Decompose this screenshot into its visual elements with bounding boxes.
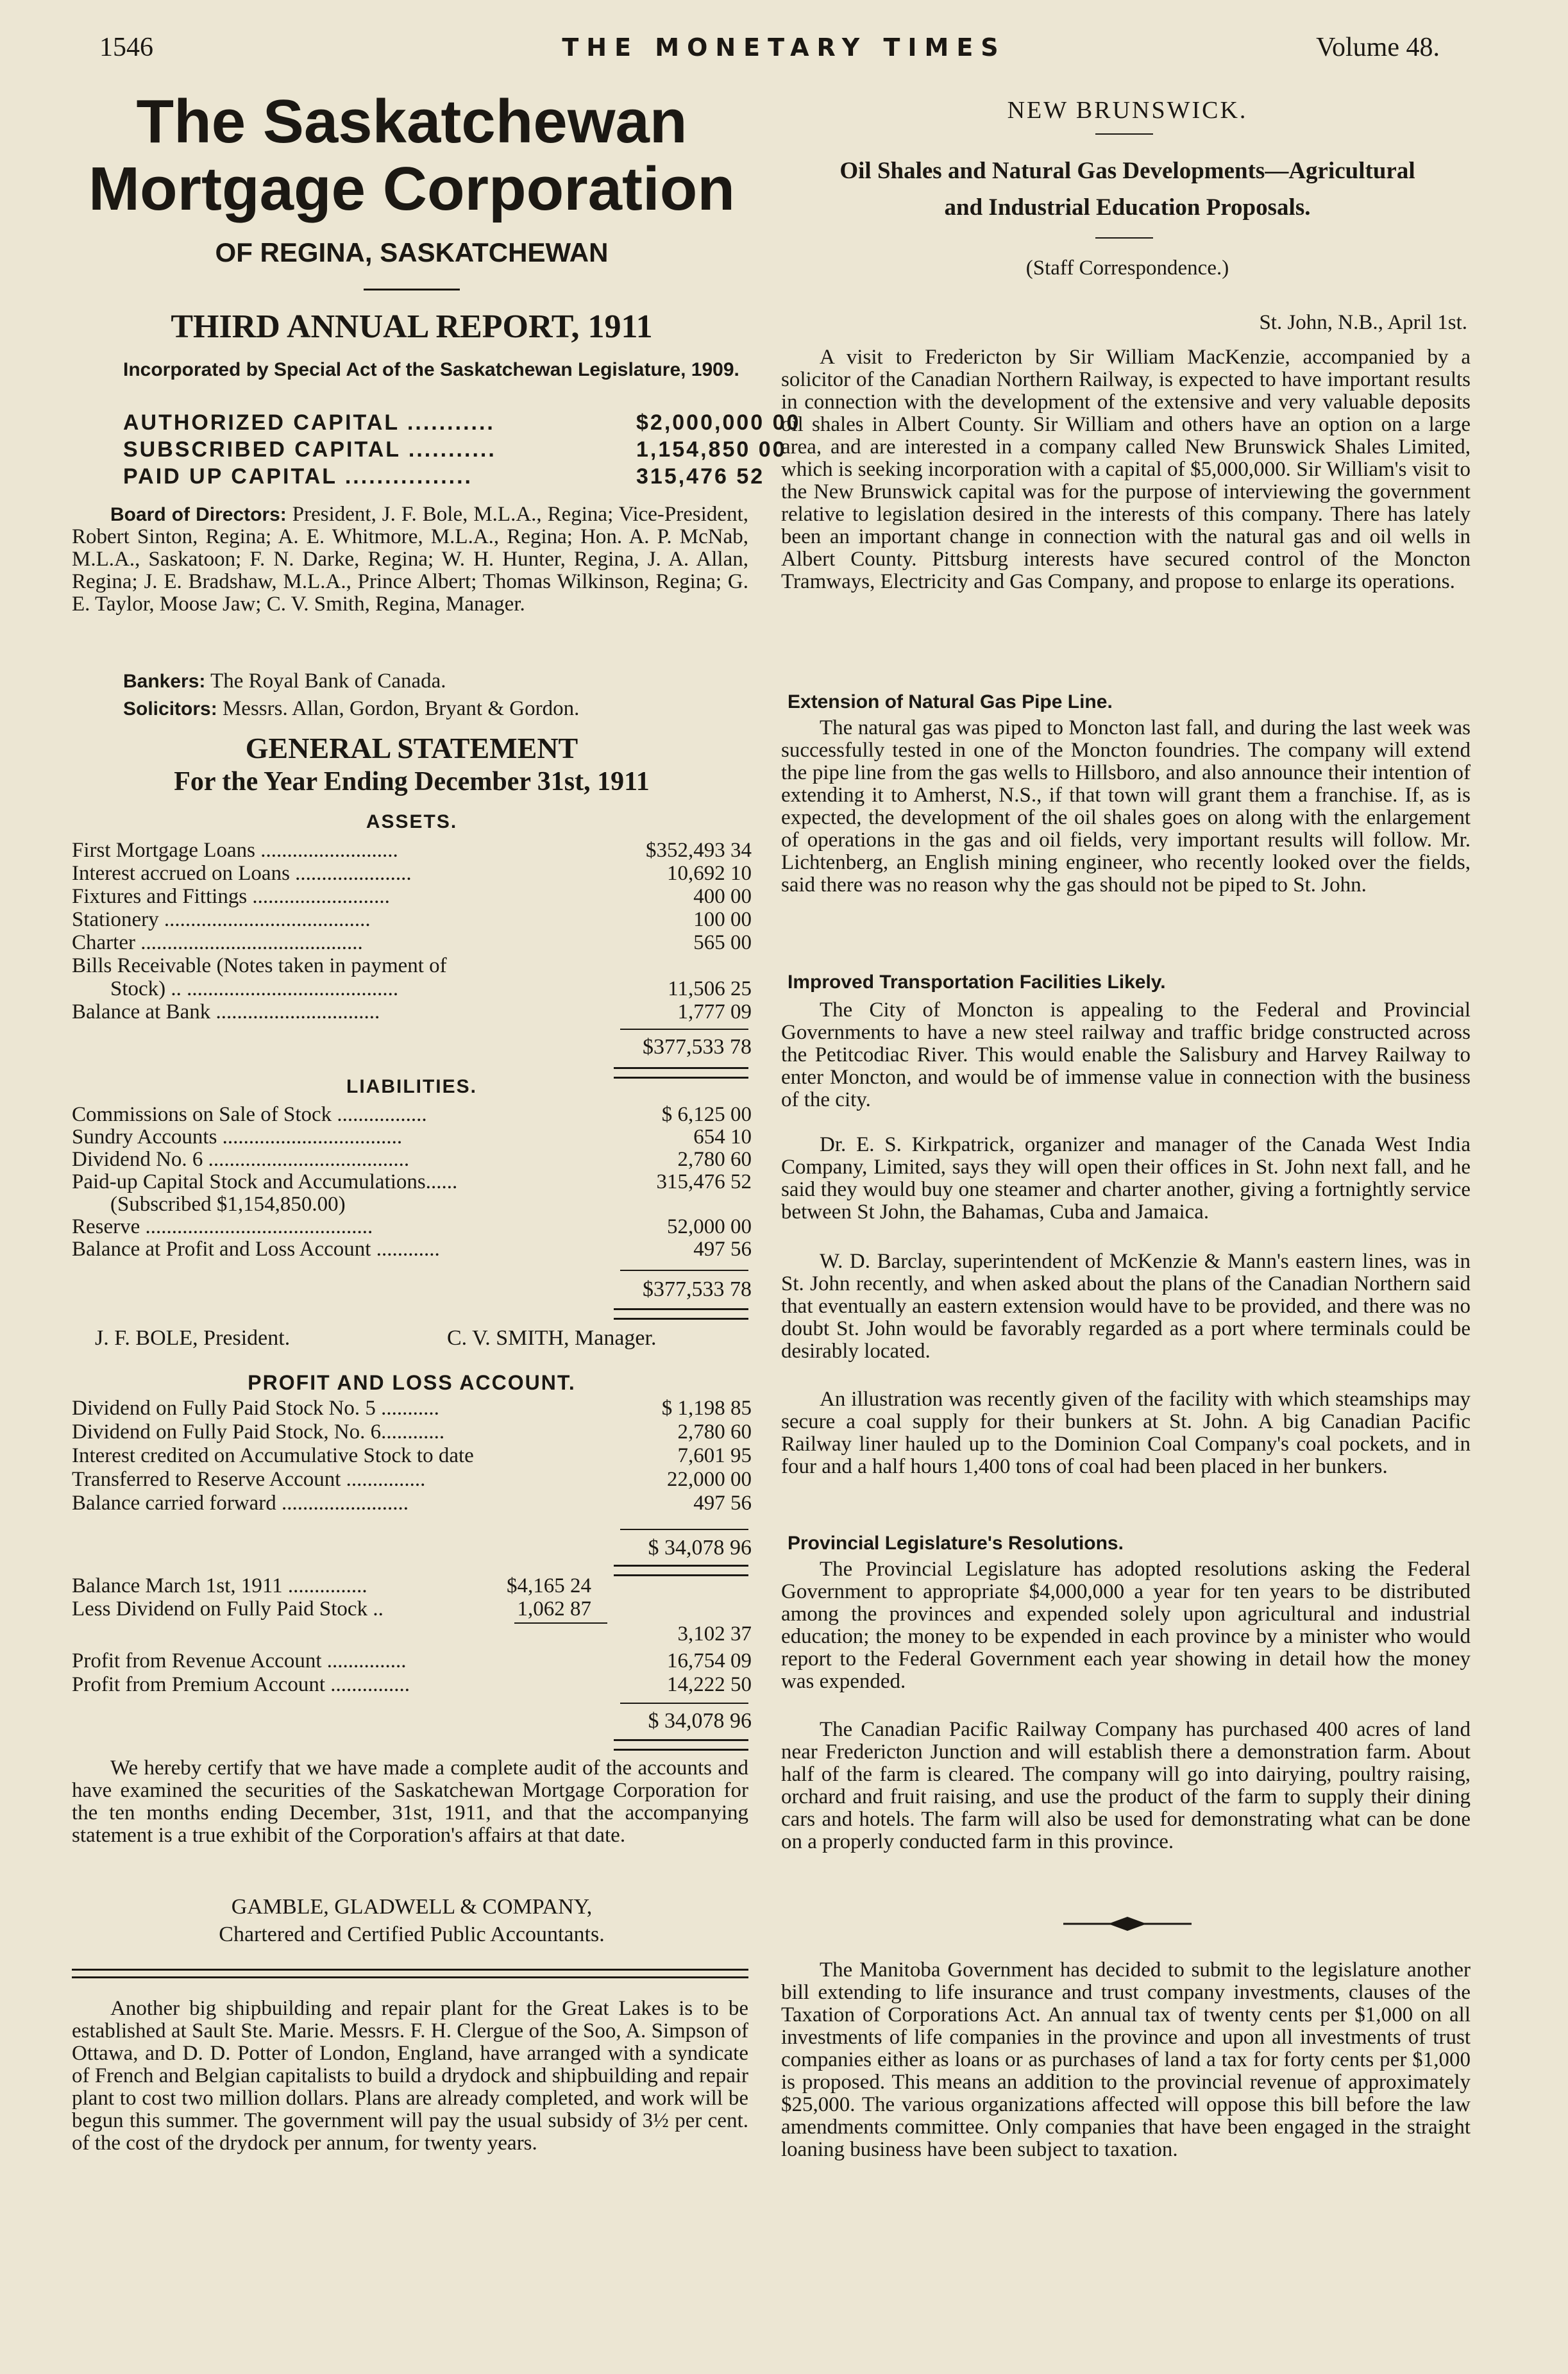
table-row (72, 1103, 752, 1126)
divider (1095, 133, 1153, 135)
row-label: Stock) .. ........................................ (110, 977, 399, 1000)
article-paragraph: A visit to Fredericton by Sir William MacKenzie, accompanied by a solicitor of the Canadian Northern Railway, is expected to have important results in connection with the development of the extensive and very valuable deposits oil shales in Albert County. Sir William and others have an option on a large area, and are interested in a company called New Brunswick Shales Limited, which is seeking incorporation with a capital of $5,000,000. Sir William's visit to the New Brunswick capital was for the purpose of interviewing the government relative to legislation desired in the interests of this company. There has lately been an important change in connection with the natural gas and oil wells in Albert County. Pittsburg interests have secured control of the Moncton Tramways, Electricity and Gas Company, and propose to enlarge its operations. (781, 346, 1471, 593)
row-label: Interest credited on Accumulative Stock to date (72, 1444, 474, 1467)
divider (614, 1308, 748, 1320)
row-label: Dividend No. 6 ...................................... (72, 1148, 410, 1171)
board-of-directors (72, 503, 748, 616)
journal-title: THE MONETARY TIMES (562, 33, 1006, 62)
incorporation-note: Incorporated by Special Act of the Saskatchewan Legislature, 1909. (123, 359, 739, 380)
capital-label: AUTHORIZED CAPITAL ........... (123, 410, 495, 435)
volume-label: Volume 48. (1316, 33, 1440, 62)
bankers-label: Bankers: (123, 671, 206, 692)
capital-label: SUBSCRIBED CAPITAL ........... (123, 437, 496, 462)
report-title: THIRD ANNUAL REPORT, 1911 (171, 308, 653, 345)
assets-heading: ASSETS. (366, 811, 458, 832)
profit-loss-heading: PROFIT AND LOSS ACCOUNT. (248, 1371, 576, 1394)
row-value: 497 56 (693, 1238, 752, 1261)
divider (620, 1029, 748, 1030)
solicitors-text: Messrs. Allan, Gordon, Bryant & Gordon. (222, 697, 580, 720)
row-label: Dividend on Fully Paid Stock No. 5 ........... (72, 1397, 439, 1420)
bankers (123, 670, 752, 693)
row-label: Fixtures and Fittings .......................... (72, 885, 390, 908)
row-label: (Subscribed $1,154,850.00) (110, 1193, 346, 1216)
row-label: Reserve ........................................... (72, 1215, 373, 1238)
divider (514, 1622, 607, 1624)
row-label: Less Dividend on Fully Paid Stock .. (72, 1597, 384, 1621)
row-value: 1,777 09 (677, 1000, 752, 1023)
row-label: Transferred to Reserve Account ............... (72, 1468, 426, 1491)
row-value: 315,476 52 (656, 1170, 752, 1193)
auditor-title: Chartered and Certified Public Accountants. (219, 1923, 605, 1946)
balance-net: 3,102 37 (677, 1622, 752, 1646)
row-value: 497 56 (693, 1492, 752, 1515)
liabilities-total: $377,533 78 (643, 1277, 752, 1301)
divider (620, 1703, 748, 1704)
row-value: $4,165 24 (507, 1574, 591, 1597)
row-value: $352,493 34 (646, 839, 752, 862)
table-row (72, 1148, 752, 1171)
table-row (72, 977, 752, 1000)
staff-correspondence: (Staff Correspondence.) (1025, 257, 1229, 280)
row-label: First Mortgage Loans .......................... (72, 839, 398, 862)
row-value: 22,000 00 (667, 1468, 752, 1491)
section-divider (72, 1969, 748, 1978)
table-row (72, 1574, 752, 1597)
subheading: Provincial Legislature's Resolutions. (788, 1533, 1124, 1554)
row-label: Commissions on Sale of Stock ................. (72, 1103, 427, 1126)
authorized-capital (123, 410, 801, 435)
headline-line2: and Industrial Education Proposals. (944, 194, 1311, 221)
article-paragraph: An illustration was recently given of the facility with which steamships may secure a coal supply for their bunkers at St. John. A big Canadian Pacific Railway liner hauled up to the Dominion Coal Company's coal pockets, and in four and a half hours 1,400 tons of coal had been placed in her bunkers. (781, 1388, 1471, 1478)
article-paragraph: Dr. E. S. Kirkpatrick, organizer and manager of the Canada West India Company, Limited, says they will open their offices in St. John next fall, and he said they would buy one steamer and charter another, giving a fortnightly service between St John, the Bahamas, Cuba and Jamaica. (781, 1133, 1471, 1224)
assets-total: $377,533 78 (643, 1035, 752, 1059)
dateline: St. John, N.B., April 1st. (1259, 311, 1467, 334)
subheading: Extension of Natural Gas Pipe Line. (788, 691, 1113, 712)
ornament-divider (1063, 1914, 1192, 1933)
board-text: President, J. F. Bole, M.L.A., Regina; Vice-President, Robert Sinton, Regina; A. E. Whitmore, M.L.A., Regina; Hon. A. P. McNab, M.L.A., Saskatoon; F. N. Darke, Regina; W. H. Hunter, Regina, J. A. Allan, Regina; J. E. Bradshaw, M.L.A., Prince Albert; Thomas Wilkinson, Regina; G. E. Taylor, Moose Jaw; C. V. Smith, Regina, Manager. (72, 503, 748, 616)
divider (364, 289, 460, 290)
row-value: 654 10 (693, 1125, 752, 1149)
row-value: 2,780 60 (677, 1420, 752, 1444)
table-row (72, 1000, 752, 1023)
row-label: Profit from Premium Account ............... (72, 1673, 410, 1696)
capital-value: $2,000,000 00 (636, 410, 801, 435)
table-row (72, 839, 752, 862)
row-value: 2,780 60 (677, 1148, 752, 1171)
subscribed-capital (123, 437, 787, 462)
row-label: Bills Receivable (Notes taken in payment of (72, 954, 447, 977)
article-paragraph: The City of Moncton is appealing to the Federal and Provincial Governments to have a new steel railway and traffic bridge constructed across the Petitcodiac River. This would enable the Salisbury and Harvey Railway to enter Moncton, and would be of immense value in connection with the business of the city. (781, 998, 1471, 1111)
general-statement-heading: GENERAL STATEMENT (245, 732, 578, 764)
capital-value: 315,476 52 (636, 464, 765, 489)
divider (1095, 237, 1153, 239)
row-label: Sundry Accounts .................................. (72, 1125, 403, 1149)
solicitors (123, 698, 752, 720)
row-label: Dividend on Fully Paid Stock, No. 6............ (72, 1420, 445, 1444)
table-row (72, 1444, 752, 1467)
table-row (72, 1215, 752, 1238)
row-value: 16,754 09 (667, 1649, 752, 1672)
table-row (72, 931, 752, 954)
year-ending-heading: For the Year Ending December 31st, 1911 (174, 767, 650, 796)
manager-signature: C. V. SMITH, Manager. (447, 1326, 657, 1350)
row-value: 565 00 (693, 931, 752, 954)
article-paragraph: The Canadian Pacific Railway Company has purchased 400 acres of land near Fredericton Junction and will establish there a demonstration farm. About half of the farm is cleared. The company will go into dairying, poultry raising, orchard and fruit raising, and use the product of the farm to supply their dining cars and hotels. The farm will also be used for demonstrating what can be done on a properly conducted farm in this province. (781, 1718, 1471, 1853)
solicitors-label: Solicitors: (123, 698, 217, 720)
company-name-line1: The Saskatchewan (136, 87, 687, 156)
table-row (72, 1238, 752, 1261)
section-title: NEW BRUNSWICK. (1007, 97, 1248, 124)
row-value: 10,692 10 (667, 862, 752, 885)
divider (620, 1270, 748, 1271)
row-value: 100 00 (693, 908, 752, 931)
article-paragraph: The Manitoba Government has decided to submit to the legislature another bill extending to life insurance and trust company investments, clauses of the Taxation of Corporations Act. An annual tax of twenty cents per $1,000 on all investments of life companies in the province and upon all investments of trust companies either as loans or as purchases of land a tax for forty cents per $1,000 is proposed. This means an addition to the provincial revenue of approximately $25,000. The various organizations affected will oppose this bill before the law amendments committee. Only companies that have been engaged in the straight loaning business have been subject to taxation. (781, 1958, 1471, 2161)
row-label: Balance March 1st, 1911 ............... (72, 1574, 367, 1597)
page-number: 1546 (99, 33, 153, 62)
table-row (72, 1170, 752, 1193)
row-label: Paid-up Capital Stock and Accumulations...... (72, 1170, 458, 1193)
row-value: 52,000 00 (667, 1215, 752, 1238)
company-name-line2: Mortgage Corporation (89, 155, 735, 223)
row-label: Balance carried forward ........................ (72, 1492, 409, 1515)
article-paragraph: The natural gas was piped to Moncton last fall, and during the last week was successfully tested in one of the Moncton foundries. The company will extend the pipe line from the gas wells to Hillsboro, and also announce their intention of extending it to Amherst, N.S., if that town will grant them a franchise. If, as is expected, the development of the oil shales goes on along with the enlargement of operations in the gas and oil fields, very important results will follow. Mr. Lichtenberg, an English mining engineer, who recently looked over the fields, said there was no reason why the gas should not be piped to St. John. (781, 716, 1471, 897)
liabilities-heading: LIABILITIES. (346, 1076, 477, 1097)
bankers-text: The Royal Bank of Canada. (210, 669, 446, 693)
row-value: $ 1,198 85 (661, 1397, 752, 1420)
table-row (72, 1673, 752, 1696)
row-label: Balance at Bank ............................... (72, 1000, 380, 1023)
subheading: Improved Transportation Facilities Likely. (788, 972, 1166, 993)
table-row (72, 1420, 752, 1444)
table-row (72, 885, 752, 908)
capital-value: 1,154,850 00 (636, 437, 787, 462)
capital-label: PAID UP CAPITAL ................ (123, 464, 473, 489)
table-row (72, 1597, 752, 1621)
row-value: $ 6,125 00 (661, 1103, 752, 1126)
board-label: Board of Directors: (110, 504, 287, 525)
table-row (72, 1125, 752, 1149)
row-value: 11,506 25 (668, 977, 752, 1000)
row-value: 400 00 (693, 885, 752, 908)
row-value: 1,062 87 (517, 1597, 591, 1621)
profit-loss-total: $ 34,078 96 (648, 1536, 752, 1560)
row-label: Interest accrued on Loans ...................... (72, 862, 412, 885)
table-row (72, 954, 752, 977)
audit-certificate: We hereby certify that we have made a complete audit of the accounts and have examined the securities of the Saskatchewan Mortgage Corporation for the ten months ending December, 31st, 1911, and that the accompanying statement is a true exhibit of the Corporation's affairs at that date. (72, 1756, 748, 1847)
table-row (72, 1649, 752, 1672)
table-row (72, 908, 752, 931)
article-paragraph: W. D. Barclay, superintendent of McKenzie & Mann's eastern lines, was in St. John recently, and when asked about the plans of the Canadian Northern said that eventually an eastern extension would have to be provided, and there was no doubt St. John would be favorably regarded as a port where terminals could be desirably located. (781, 1250, 1471, 1363)
table-row (72, 1397, 752, 1420)
auditor-name: GAMBLE, GLADWELL & COMPANY, (231, 1895, 593, 1919)
row-label: Stationery ....................................... (72, 908, 371, 931)
row-label: Profit from Revenue Account ............... (72, 1649, 407, 1672)
row-value: 14,222 50 (667, 1673, 752, 1696)
table-row (72, 1193, 752, 1216)
revenue-total: $ 34,078 96 (648, 1709, 752, 1733)
row-value: 7,601 95 (677, 1444, 752, 1467)
article-paragraph: The Provincial Legislature has adopted resolutions asking the Federal Government to appropriate $4,000,000 a year for ten years to be distributed among the provinces and expended solely upon agricultural and industrial education; the money to be expended in each province by a minister who would report to the Federal Government each year showing in detail how the money was expended. (781, 1558, 1471, 1693)
company-location: OF REGINA, SASKATCHEWAN (215, 237, 609, 267)
divider (614, 1739, 748, 1751)
headline-line1: Oil Shales and Natural Gas Developments—Agricultural (839, 158, 1415, 184)
president-signature: J. F. BOLE, President. (95, 1326, 291, 1350)
shipbuilding-article: Another big shipbuilding and repair plant for the Great Lakes is to be established at Sault Ste. Marie. Messrs. F. H. Clergue of the Soo, A. Simpson of Ottawa, and D. D. Potter of London, England, have arranged with a syndicate of French and Belgian capitalists to build a drydock and shipbuilding and repair plant to cost two million dollars. Plans are already completed, and work will be begun this summer. The government will pay the usual subsidy of 3½ per cent. of the cost of the drydock per annum, for twenty years. (72, 1997, 748, 2155)
paid-up-capital (123, 464, 765, 489)
table-row (72, 1492, 752, 1515)
table-row (72, 862, 752, 885)
divider (620, 1529, 748, 1530)
table-row (72, 1468, 752, 1491)
row-label: Charter .......................................... (72, 931, 363, 954)
row-label: Balance at Profit and Loss Account ............ (72, 1238, 440, 1261)
